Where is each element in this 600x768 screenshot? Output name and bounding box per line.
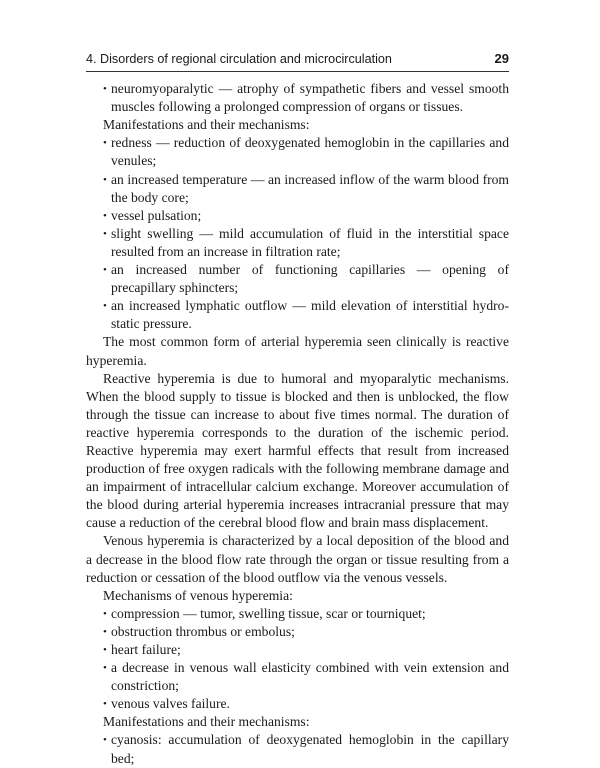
list-item: • obstruction thrombus or embolus; (104, 623, 509, 641)
list-item: • slight swelling — mild accumulation of fluid in the interstitial space resulted from an increase in filtration rate; (104, 225, 509, 261)
list-item: • a decrease in venous wall elasticity combined with vein extension and constriction; (104, 659, 509, 695)
list-item: • venous valves failure. (104, 695, 509, 713)
subheading-venous-mechanisms: Mechanisms of venous hyperemia: (103, 587, 293, 603)
bullet-list-mechanisms-end (86, 80, 509, 116)
page-number: 29 (494, 51, 509, 66)
paragraph: Reactive hyperemia is due to humoral and myoparalytic mechanisms. When the blood supply to tissue is blocked and then is unblocked, the flow through the tissue can increase to about five times normal. The duration of reactive hyperemia corresponds to the duration of the ischemic period. Reactive hyperemia may exert harmful effects that result from increased production of free oxygen radicals with the following membrane damage and an impairment of intracellular calcium exchange. Moreover accumulation of the blood during arterial hyperemia increases intracranial pressure that may cause a reduction of the cerebral blood flow and brain mass displacement. (86, 370, 509, 531)
subheading-manifestations: Manifestations and their mechanisms: (103, 117, 310, 133)
running-header (86, 50, 509, 72)
paragraph: Venous hyperemia is characterized by a local deposition of the blood and a decrease in the blood flow rate through the organ or tissue resulting from a reduction or cessation of the blood outflow via the venous vessels. (86, 533, 509, 585)
list-item: • an increased lymphatic outflow — mild elevation of interstitial hydro-static pressure. (104, 297, 509, 333)
paragraph: The most common form of arterial hyperemia seen clinically is reactive hyperemia. (86, 334, 509, 368)
list-item: • an increased temperature — an increased inflow of the warm blood from the body core; (104, 171, 509, 207)
list-item: • redness — reduction of deoxygenated hemoglobin in the capillaries and venules; (104, 134, 509, 170)
chapter-title: 4. Disorders of regional circulation and microcirculation (86, 52, 392, 66)
list-item: • an increased number of functioning capillaries — opening of precapillary sphincters; (104, 261, 509, 297)
list-item: • compression — tumor, swelling tissue, scar or tourniquet; (104, 605, 509, 623)
list-item: • cyanosis: accumulation of deoxygenated hemoglobin in the capillary bed; (104, 731, 509, 767)
list-item: • heart failure; (104, 641, 509, 659)
list-item: • neuromyoparalytic — atrophy of sympathetic fibers and vessel smooth muscles following a prolonged compression of organs or tissues. (104, 80, 509, 116)
bullet-list-venous-mechanisms (86, 605, 509, 714)
bullet-list-arterial-manifestations (86, 134, 509, 333)
document-page (86, 50, 509, 768)
subheading-manifestations: Manifestations and their mechanisms: (103, 714, 310, 730)
list-item: • vessel pulsation; (104, 207, 509, 225)
